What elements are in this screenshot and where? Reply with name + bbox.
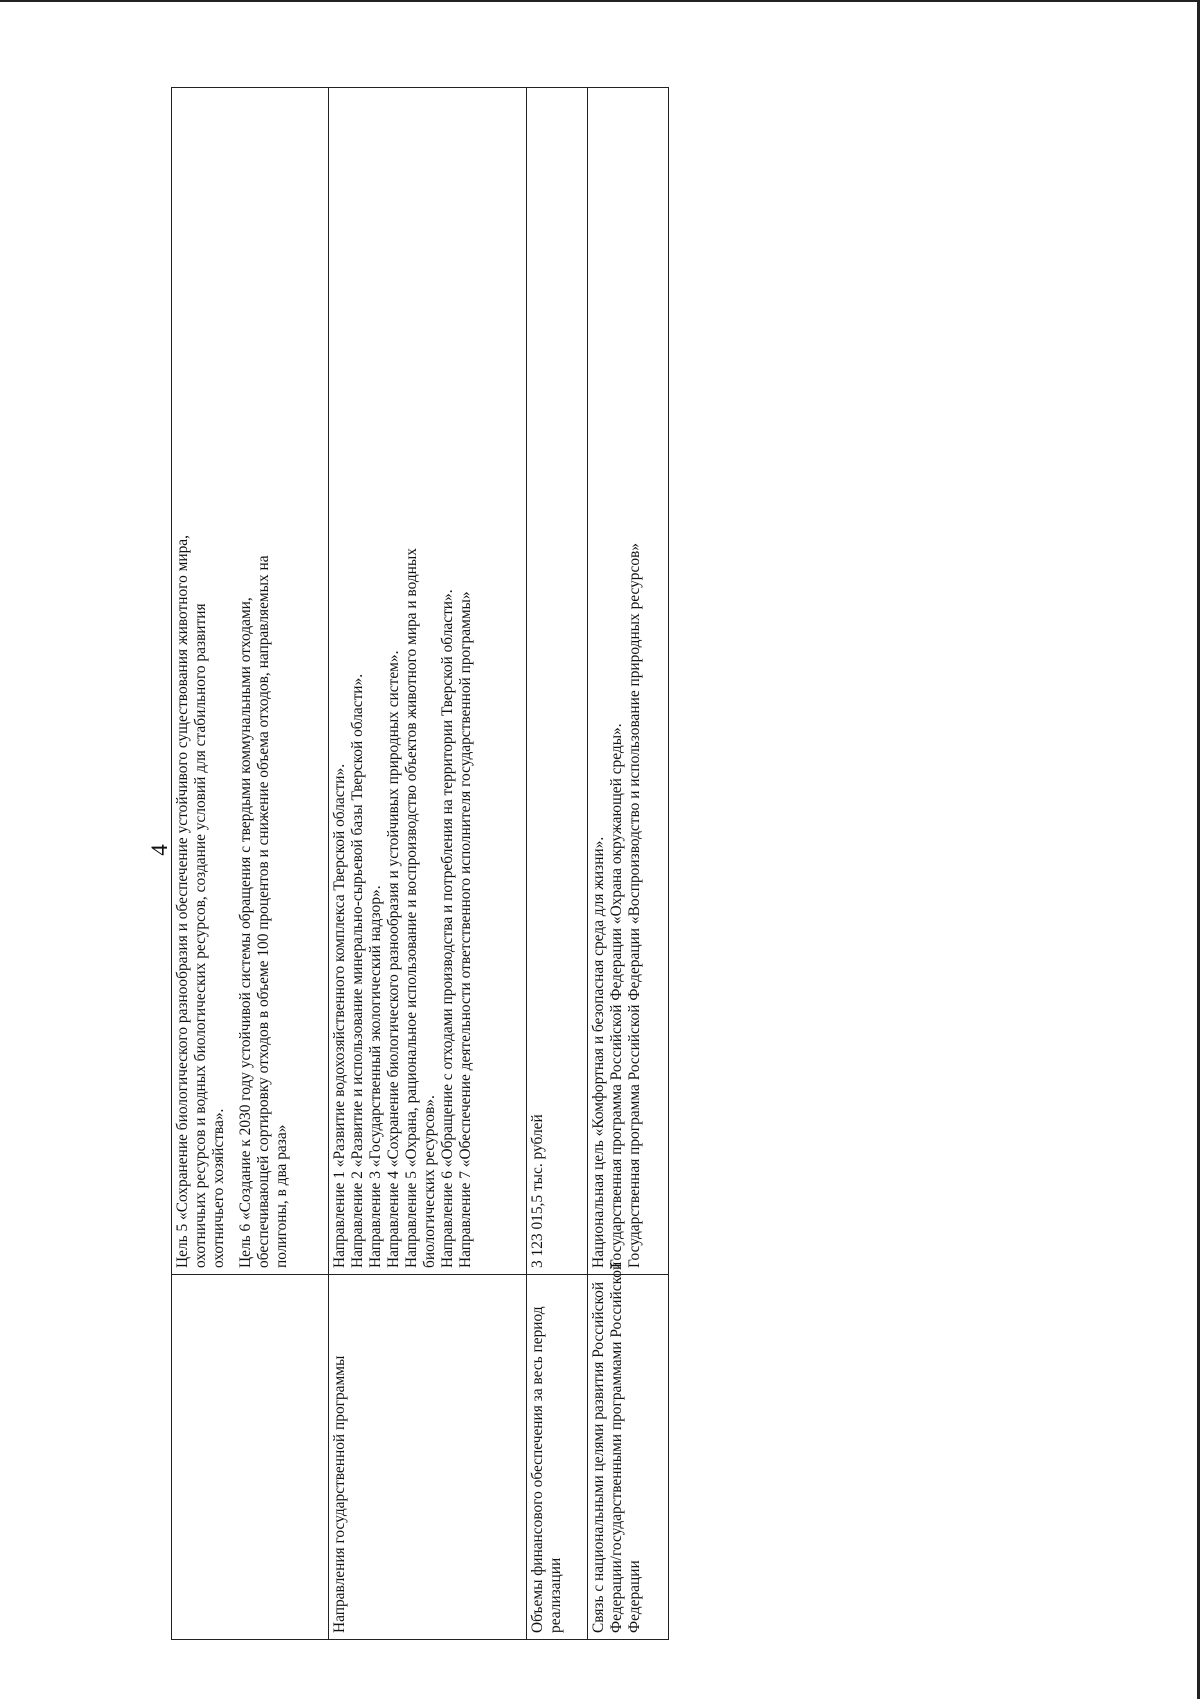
content-line: Направление 6 «Обращение с отходами производства и потребления на территории Тверской области». xyxy=(438,589,456,1268)
content-line: охотничьего хозяйства». xyxy=(210,1108,227,1268)
rotated-page-area xyxy=(171,88,669,1640)
table-row xyxy=(588,88,669,1640)
rotated-table-container xyxy=(171,88,669,1640)
content-line: Государственная программа Российской Федерации «Охрана окружающей среды». xyxy=(608,723,626,1268)
content-line: Направление 3 «Государственный экологический надзор». xyxy=(366,885,384,1268)
row-content-cell xyxy=(172,88,329,1275)
label-line: Объемы финансового обеспечения за весь период xyxy=(528,1306,546,1633)
row-label-cell xyxy=(588,1261,669,1640)
content-block xyxy=(331,94,475,1268)
label-line: реализации xyxy=(546,1557,564,1633)
content-line: Направление 1 «Развитие водохозяйственного комплекса Тверской области». xyxy=(330,763,348,1268)
content-line: Цель 6 «Создание к 2030 году устойчивой системы обращения с твердыми коммунальными отходами, xyxy=(237,597,254,1268)
content-line: Цель 5 «Сохранение биологического разнообразия и обеспечение устойчивого существования животного мира, xyxy=(174,535,191,1268)
content-line: полигоны, в два раза» xyxy=(273,1124,290,1268)
row-label-cell xyxy=(172,1275,329,1640)
content-line: охотничьих ресурсов и водных биологических ресурсов, создание условий для стабильного развития xyxy=(192,603,209,1268)
content-line: Направление 2 «Развитие и использование минерально-сырьевой базы Тверской области». xyxy=(348,673,366,1268)
label-line: Связь с национальными целями развития Российской xyxy=(590,1281,608,1633)
table-row xyxy=(328,88,526,1640)
label-line: Федерации xyxy=(626,1560,644,1633)
content-block xyxy=(237,94,291,1268)
content-line: Направление 4 «Сохранение биологического разнообразия и устойчивых природных систем». xyxy=(384,650,402,1268)
content-line: Направление 7 «Обеспечение деятельности ответственного исполнителя государственной программы» xyxy=(456,591,474,1268)
row-content-cell xyxy=(588,88,669,1275)
label-line: Направления государственной программы xyxy=(330,1355,348,1633)
content-line: Направление 5 «Охрана, рациональное использование и воспроизводство объектов животного мира и водных xyxy=(402,548,420,1268)
row-content-cell xyxy=(526,88,588,1275)
content-line: 3 123 015,5 тыс. рублей xyxy=(528,1114,546,1268)
row-label-cell xyxy=(328,1275,526,1640)
content-block xyxy=(590,94,644,1268)
table-row xyxy=(172,88,329,1640)
page-number: 4 xyxy=(147,844,172,856)
program-passport-table xyxy=(171,87,669,1640)
table-row xyxy=(526,88,588,1640)
content-block xyxy=(174,94,228,1268)
scan-edge-top xyxy=(0,0,1200,2)
row-content-cell xyxy=(328,88,526,1275)
content-line: биологических ресурсов». xyxy=(420,1095,438,1268)
content-block xyxy=(529,94,547,1268)
content-line: Национальная цель «Комфортная и безопасная среда для жизни». xyxy=(590,836,608,1268)
label-line: Федерации/государственными программами Российской xyxy=(608,1261,626,1633)
content-line: Государственная программа Российской Федерации «Воспроизводство и использование природных ресурсов» xyxy=(626,543,644,1268)
row-label-cell xyxy=(526,1275,588,1640)
content-line: обеспечивающей сортировку отходов в объеме 100 процентов и снижение объема отходов, направляемых на xyxy=(255,555,272,1268)
